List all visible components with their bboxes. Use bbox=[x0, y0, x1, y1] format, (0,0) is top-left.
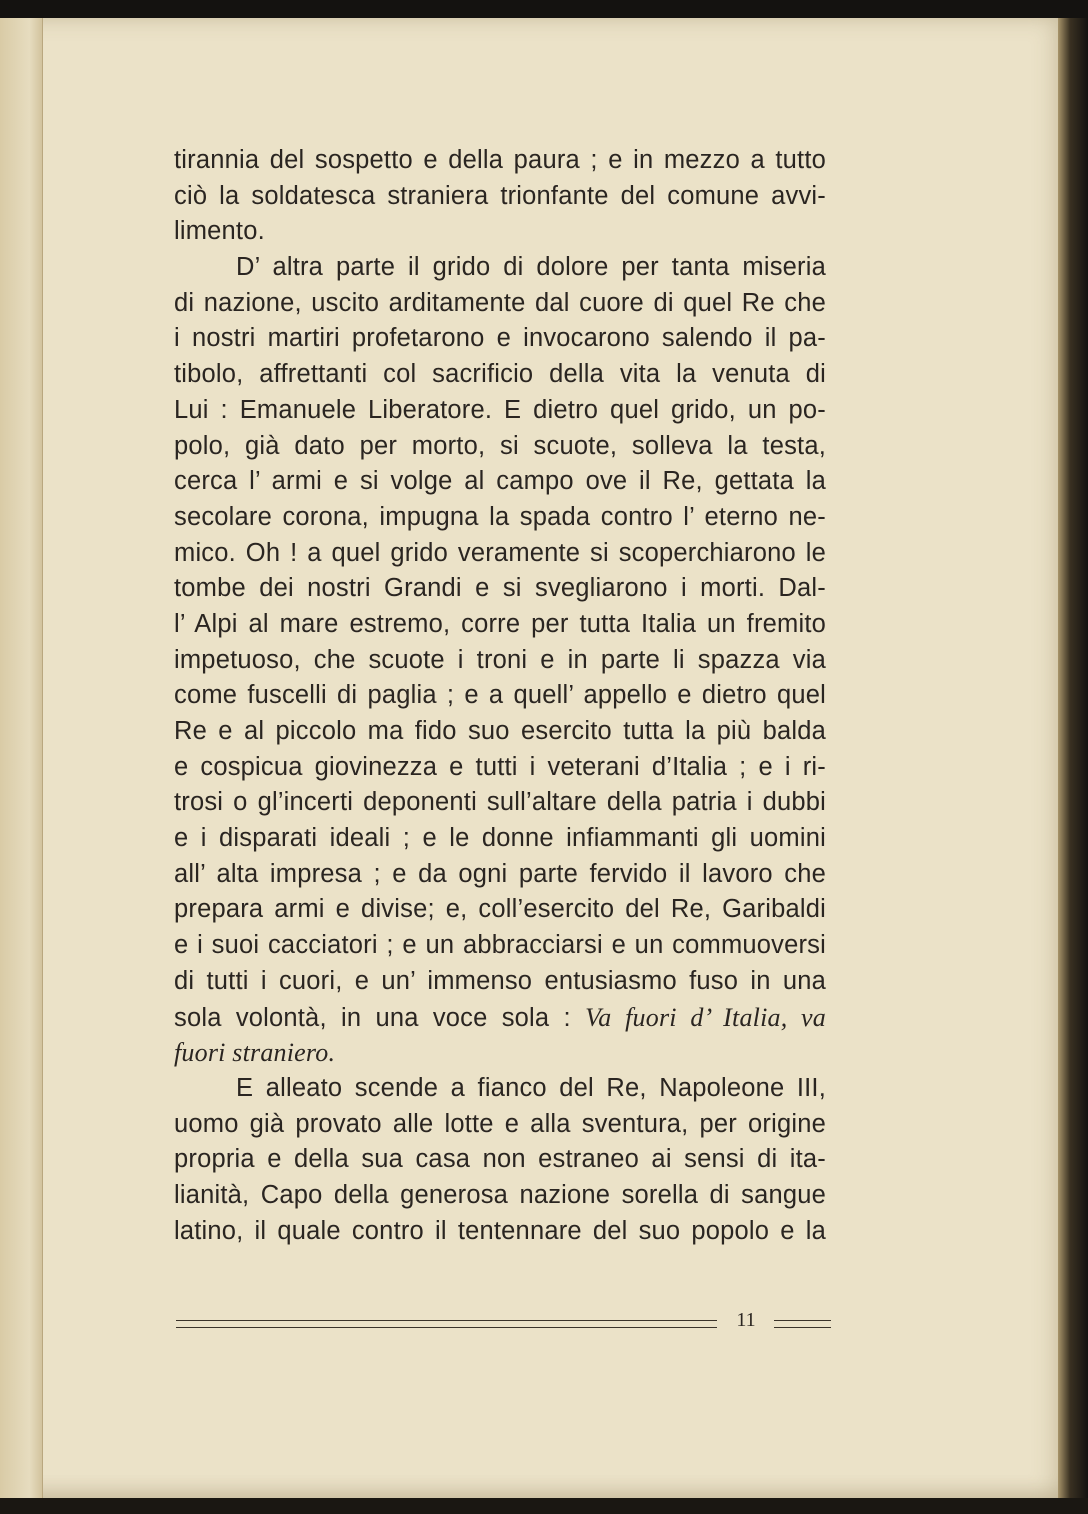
text-line: impetuoso, che scuote i troni e in parte li spazza via bbox=[174, 645, 826, 674]
text-line: uomo già provato alle lotte e alla sventura, per origine bbox=[174, 1109, 826, 1138]
text-line: di tutti i cuori, e un’ immenso entusiasmo fuso in una bbox=[174, 966, 826, 995]
italic-quote-end: fuori straniero. bbox=[174, 1038, 336, 1068]
text-line: limento. bbox=[174, 217, 265, 246]
book-spine-shadow bbox=[1058, 18, 1088, 1498]
text-line: di nazione, uscito arditamente dal cuore di quel Re che bbox=[174, 288, 826, 317]
scan-background-top bbox=[0, 0, 1088, 18]
page-number: 11 bbox=[736, 1309, 756, 1331]
text-line: l’ Alpi al mare estremo, corre per tutta Italia un fremito bbox=[174, 609, 826, 638]
text-line: polo, già dato per morto, si scuote, solleva la testa, bbox=[174, 431, 826, 460]
text-line: latino, il quale contro il tentennare del suo popolo e la bbox=[174, 1216, 826, 1245]
previous-page-edge bbox=[0, 18, 43, 1498]
text-line: tombe dei nostri Grandi e si svegliarono i morti. Dal- bbox=[174, 574, 826, 603]
text-line: trosi o gl’incerti deponenti sull’altare della patria i dubbi bbox=[174, 788, 826, 817]
text-line: D’ altra parte il grido di dolore per tanta miseria bbox=[236, 253, 826, 282]
text-line: E alleato scende a fianco del Re, Napoleone III, bbox=[236, 1073, 826, 1102]
text-line: secolare corona, impugna la spada contro l’ eterno ne- bbox=[174, 502, 826, 531]
text-line: come fuscelli di paglia ; e a quell’ appello e dietro quel bbox=[174, 681, 826, 710]
text-line: lianità, Capo della generosa nazione sorella di sangue bbox=[174, 1180, 826, 1209]
body-text bbox=[174, 143, 826, 1249]
text-line: cerca l’ armi e si volge al campo ove il Re, gettata la bbox=[174, 467, 826, 496]
text-line: Lui : Emanuele Liberatore. E dietro quel grido, un po- bbox=[174, 395, 826, 424]
text-line: mico. Oh ! a quel grido veramente si scoperchiarono le bbox=[174, 538, 826, 567]
italic-quote: Va fuori d’ Italia, va bbox=[585, 1002, 826, 1032]
text-line: tirannia del sospetto e della paura ; e in mezzo a tutto bbox=[174, 146, 826, 174]
text-line: Re e al piccolo ma fido suo esercito tutta la più balda bbox=[174, 717, 826, 745]
text-line-with-italic bbox=[174, 1000, 826, 1036]
text-line: e i suoi cacciatori ; e un abbracciarsi e un commuoversi bbox=[174, 931, 826, 960]
text-line: ciò la soldatesca straniera trionfante del comune avvi- bbox=[174, 181, 826, 210]
footer-rule-right bbox=[774, 1320, 831, 1328]
text-line-prefix: sola volontà, in una voce sola : bbox=[174, 1003, 571, 1032]
text-line: e cospicua giovinezza e tutti i veterani d’Italia ; e i ri- bbox=[174, 752, 826, 781]
text-line: i nostri martiri profetarono e invocarono salendo il pa- bbox=[174, 324, 826, 353]
footer-rule-left bbox=[176, 1320, 717, 1328]
text-line: e i disparati ideali ; e le donne infiammanti gli uomini bbox=[174, 824, 826, 853]
text-line: prepara armi e divise; e, coll’esercito del Re, Garibaldi bbox=[174, 895, 826, 924]
text-line: propria e della sua casa non estraneo ai sensi di ita- bbox=[174, 1145, 826, 1174]
text-line: all’ alta impresa ; e da ogni parte fervido il lavoro che bbox=[174, 859, 826, 888]
text-line: tibolo, affrettanti col sacrificio della vita la venuta di bbox=[174, 360, 826, 389]
